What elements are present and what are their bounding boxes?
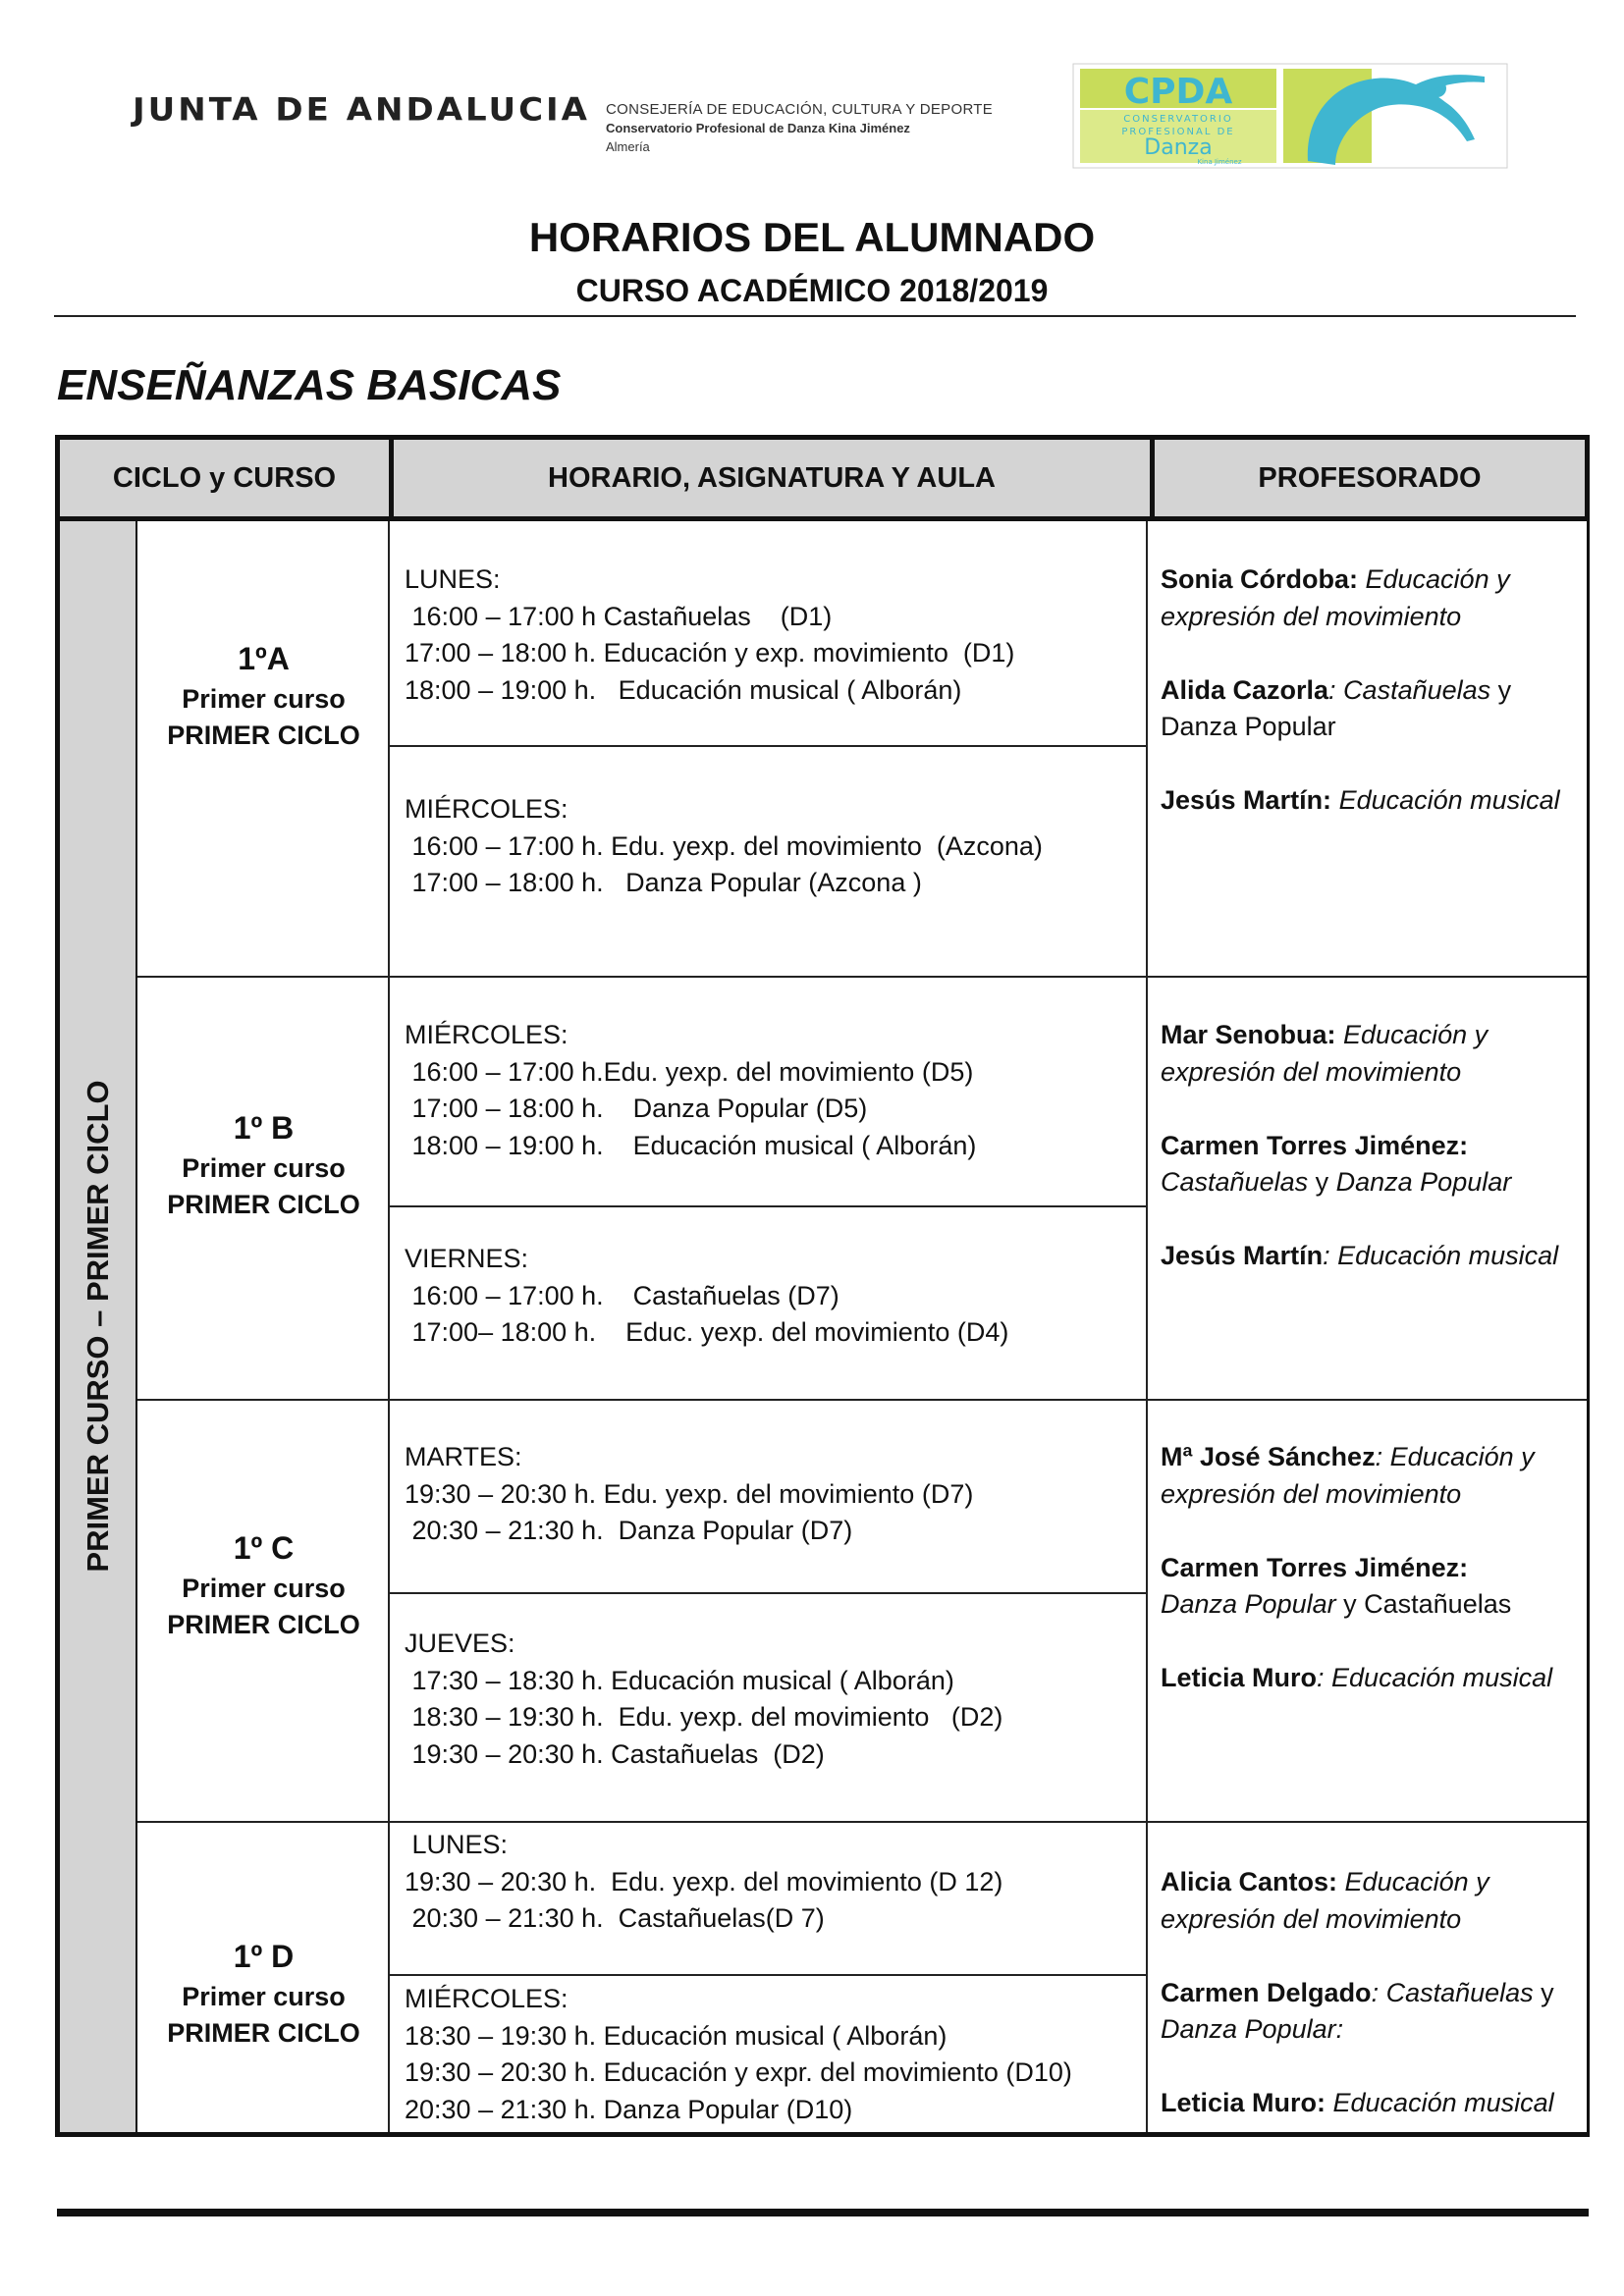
schedule-line: 19:30 – 20:30 h. Edu. yexp. del movimiento (D 12) [405,1866,1003,1896]
teacher-name: Carmen Torres Jiménez: [1161,1130,1469,1160]
row-line [137,1399,1587,1401]
teacher-entry [1161,782,1573,820]
subrow-line [390,745,1146,747]
teacher-entry [1161,2085,1573,2122]
consejeria-block [606,100,993,156]
course-ciclo: PRIMER CICLO [167,2018,360,2048]
header-divider [54,315,1576,317]
table-header [55,435,1590,521]
footer-divider [57,2209,1589,2216]
schedule-line: 20:30 – 21:30 h. Danza Popular (D10) [405,2094,853,2124]
course-curso: Primer curso [182,1574,346,1603]
page-title: HORARIOS DEL ALUMNADO [528,214,1096,260]
teacher-entry [1161,1128,1573,1201]
teacher-subject: : Castañuelas [1328,674,1491,705]
teacher-subject-2: Danza Popular [1335,1167,1512,1197]
teacher-extra: y Danza Popular [1161,674,1512,741]
teachers-block [1161,1017,1573,1311]
teacher-subject: Castañuelas [1161,1167,1309,1197]
city-name: Almería [606,139,650,154]
course-cell-1c [137,1525,390,1643]
course-curso: Primer curso [182,684,346,714]
teacher-name: Alida Cazorla [1161,674,1329,705]
schedule-line: 19:30 – 20:30 h. Educación y expr. del movimiento (D10) [405,2057,1072,2087]
teacher-subject: : Educación y expresión del movimiento [1161,1442,1535,1509]
teacher-name: Jesús Martín: [1161,785,1332,815]
schedule-line: 16:00 – 17:00 h. Edu. yexp. del movimiento (Azcona) [405,830,1043,861]
schedule-day: LUNES: [405,1830,509,1859]
course-code: 1º D [233,1939,295,1974]
teacher-subject-2: Danza Popular: [1161,2014,1344,2044]
teachers-block [1161,561,1573,856]
schedule-line: 16:00 – 17:00 h.Edu. yexp. del movimiento (D5) [405,1056,974,1087]
teacher-name: Mª José Sánchez [1161,1442,1376,1471]
teacher-entry [1161,1975,1573,2049]
schedule-line: 17:00 – 18:00 h. Danza Popular (D5) [405,1094,868,1123]
subrow-line [390,1592,1146,1594]
schedule-line: 17:00 – 18:00 h. Danza Popular (Azcona ) [405,868,922,897]
teacher-name: Leticia Muro [1161,1663,1318,1692]
teacher-subject: Danza Popular [1161,1589,1336,1619]
teacher-name: Mar Senobua: [1161,1020,1336,1049]
conservatorio-name: Conservatorio Profesional de Danza Kina Jiménez [606,121,910,135]
group-label: PRIMER CURSO – PRIMER CICLO [81,1080,115,1573]
col-header-horario: HORARIO, ASIGNATURA Y AULA [548,461,996,494]
teacher-name: Alicia Cantos: [1161,1867,1338,1896]
course-curso: Primer curso [182,1982,346,2011]
teacher-subject: Educación musical [1326,2088,1554,2117]
page-subtitle: CURSO ACADÉMICO 2018/2019 [575,273,1049,308]
schedule-block [405,1439,973,1550]
schedule-day: MARTES: [405,1442,522,1471]
course-code: 1ºA [238,641,290,676]
schedule-block [405,1827,1002,1938]
teachers-block [1161,1864,1573,2159]
schedule-line: 18:00 – 19:00 h. Educación musical ( Alborán) [405,674,962,705]
teacher-name: Carmen Delgado [1161,1977,1372,2007]
teacher-extra: y [1308,1167,1336,1197]
schedule-block [405,1626,1002,1773]
schedule-day: LUNES: [405,564,501,594]
schedule-block [405,1981,1072,2128]
logo-line2: PROFESIONAL DE [1121,127,1235,137]
junta-de-andalucia-logo: JUNTA DE ANDALUCIA [133,91,590,129]
consejeria-name: CONSEJERÍA DE EDUCACIÓN, CULTURA Y DEPORTE [606,101,994,118]
subrow-line [390,1205,1146,1207]
course-cell-1a [137,636,390,754]
teachers-block [1161,1439,1573,1734]
schedule-line: 18:30 – 19:30 h. Edu. yexp. del movimiento (D2) [405,1702,1003,1732]
schedule-line: 20:30 – 21:30 h. Danza Popular (D7) [405,1516,853,1545]
schedule-line: 16:00 – 17:00 h. Castañuelas (D7) [405,1280,839,1310]
teacher-entry [1161,1238,1573,1275]
col-line [388,521,390,2132]
teacher-entry [1161,1550,1573,1624]
course-ciclo: PRIMER CICLO [167,721,360,750]
teacher-entry [1161,1660,1573,1697]
teacher-subject: Educación y expresión del movimiento [1161,1020,1489,1087]
schedule-block [405,561,1014,709]
schedule-block [405,1017,976,1164]
teacher-entry [1161,1864,1573,1938]
teacher-entry [1161,672,1573,746]
course-curso: Primer curso [182,1153,346,1183]
schedule-day: MIÉRCOLES: [405,1984,568,2013]
teacher-subject: Educación y expresión del movimiento [1161,564,1510,631]
teacher-entry [1161,561,1573,635]
course-code: 1º B [233,1110,295,1146]
logo-acronym: CPDA [1123,72,1233,112]
course-cell-1b [137,1105,390,1223]
row-line [137,976,1587,978]
schedule-line: 19:30 – 20:30 h. Castañuelas (D2) [405,1738,825,1769]
course-ciclo: PRIMER CICLO [167,1190,360,1219]
course-code: 1º C [233,1530,295,1566]
logo-line3: Danza [1144,135,1213,160]
col-header-profesorado: PROFESORADO [1258,461,1482,494]
teacher-extra: y Castañuelas [1335,1589,1512,1619]
schedule-line: 18:30 – 19:30 h. Educación musical ( Alborán) [405,2020,947,2051]
schedule-day: VIERNES: [405,1244,529,1273]
logo-line1: CONSERVATORIO [1123,114,1233,125]
logo-line4: Kina Jiménez [1197,158,1242,166]
course-cell-1d [137,1934,390,2052]
teacher-entry [1161,1017,1573,1091]
teacher-subject: : Educación musical [1323,1241,1559,1270]
teacher-name: Leticia Muro: [1161,2088,1326,2117]
cpda-logo [1072,63,1508,169]
col-line [1146,521,1148,2132]
schedule-line: 16:00 – 17:00 h Castañuelas (D1) [405,601,833,631]
teacher-subject: Educación musical [1331,785,1560,815]
schedule-line: 20:30 – 21:30 h. Castañuelas(D 7) [405,1903,825,1933]
teacher-name: Sonia Córdoba: [1161,564,1358,594]
section-title: ENSEÑANZAS BASICAS [57,361,562,409]
teacher-entry [1161,1439,1573,1513]
course-ciclo: PRIMER CICLO [167,1610,360,1639]
schedule-line: 19:30 – 20:30 h. Edu. yexp. del movimiento (D7) [405,1478,974,1509]
teacher-name: Carmen Torres Jiménez: [1161,1552,1469,1582]
schedule-line: 17:00 – 18:00 h. Educación y exp. movimiento (D1) [405,638,1015,667]
schedule-line: 17:30 – 18:30 h. Educación musical ( Alborán) [405,1665,954,1695]
teacher-subject: : Educación musical [1317,1663,1553,1692]
schedule-day: MIÉRCOLES: [405,794,568,824]
subrow-line [390,1974,1146,1976]
cpda-logo-graphic [1072,63,1508,169]
teacher-extra: y [1533,1977,1554,2007]
col-header-ciclo: CICLO y CURSO [112,461,337,494]
teacher-name: Jesús Martín [1161,1241,1324,1270]
row-line [137,1821,1587,1823]
teacher-subject: Educación y expresión del movimiento [1161,1867,1489,1934]
schedule-day: JUEVES: [405,1629,515,1658]
teacher-subject: : Castañuelas [1371,1977,1534,2007]
schedule-line: 17:00– 18:00 h. Educ. yexp. del movimiento (D4) [405,1317,1009,1347]
schedule-block [405,791,1043,902]
schedule-day: MIÉRCOLES: [405,1020,568,1049]
schedule-line: 18:00 – 19:00 h. Educación musical ( Alborán) [405,1130,977,1160]
schedule-block [405,1241,1008,1352]
